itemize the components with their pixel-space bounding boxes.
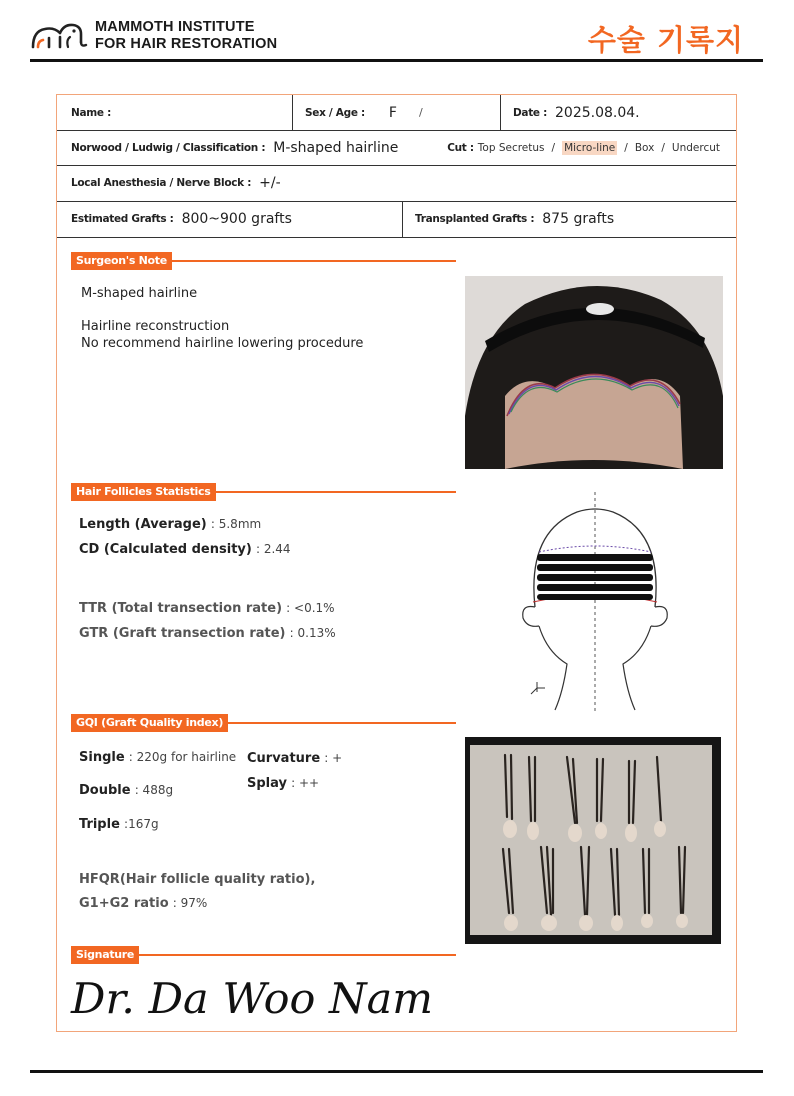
curvature-value: : + <box>324 751 343 765</box>
hfqr-label: HFQR(Hair follicle quality ratio), <box>79 872 316 887</box>
note-line-3: No recommend hairline lowering procedure <box>81 336 364 351</box>
cd-value: : 2.44 <box>255 542 291 556</box>
estimated-grafts-value[interactable]: 800~900 grafts <box>181 211 292 227</box>
triple-label: Triple <box>79 817 120 832</box>
double-value: : 488g <box>134 783 174 797</box>
cut-separator: / <box>551 141 556 154</box>
name-label: Name : <box>71 106 111 119</box>
date-field[interactable] <box>513 95 640 130</box>
cut-separator: / <box>624 141 628 154</box>
age-separator: / <box>418 106 423 119</box>
cut-options <box>447 130 720 165</box>
gtr-label: GTR (Graft transection rate) <box>79 626 286 641</box>
mammoth-logo-icon <box>30 20 88 50</box>
donor-area-head-diagram <box>517 492 677 714</box>
surgeons-note-title: Surgeon's Note <box>71 252 172 270</box>
anesthesia-value[interactable]: +/- <box>259 175 281 191</box>
anesthesia-field[interactable] <box>71 165 281 201</box>
note-line-1: M-shaped hairline <box>81 286 198 301</box>
transplanted-grafts-label: Transplanted Grafts : <box>415 213 535 225</box>
row-name-sex-date <box>57 95 736 131</box>
gqi-g1g2 <box>79 896 207 911</box>
single-value: : 220g for hairline <box>128 750 237 764</box>
date-label: Date : <box>513 106 547 119</box>
stat-gtr <box>79 626 336 641</box>
divider <box>402 201 403 237</box>
sex-value[interactable]: F <box>388 104 397 121</box>
gqi-title: GQI (Graft Quality index) <box>71 714 228 732</box>
cut-separator: / <box>661 141 665 154</box>
divider <box>500 95 501 130</box>
hairline-photo <box>465 276 723 469</box>
logo-line-2: FOR HAIR RESTORATION <box>95 36 278 52</box>
stat-cd <box>79 542 291 557</box>
classification-value[interactable]: M-shaped hairline <box>273 139 399 156</box>
signature-title: Signature <box>71 946 139 964</box>
classification-label: Norwood / Ludwig / Classification : <box>71 141 266 154</box>
g1g2-label: G1+G2 ratio <box>79 896 169 911</box>
ttr-value: : <0.1% <box>286 601 335 615</box>
gqi-hfqr <box>79 872 315 887</box>
estimated-grafts-label: Estimated Grafts : <box>71 213 174 225</box>
curvature-label: Curvature <box>247 751 321 766</box>
sex-age-field[interactable] <box>305 95 429 130</box>
stat-length <box>79 517 261 532</box>
cut-option-undercut[interactable]: Undercut <box>671 141 720 154</box>
gtr-value: : 0.13% <box>289 626 336 640</box>
record-form <box>56 94 737 1032</box>
divider <box>292 95 293 130</box>
statistics-title: Hair Follicles Statistics <box>71 483 216 501</box>
cut-label: Cut : <box>447 141 474 154</box>
cut-option-top-secretus[interactable]: Top Secretus <box>477 141 545 154</box>
length-label: Length (Average) <box>79 517 207 532</box>
estimated-grafts-field[interactable] <box>71 201 292 237</box>
note-line-2: Hairline reconstruction <box>81 319 230 334</box>
anesthesia-label: Local Anesthesia / Nerve Block : <box>71 177 252 189</box>
gqi-curvature <box>247 751 342 766</box>
splay-value: : ++ <box>291 776 320 790</box>
sex-age-label: Sex / Age : <box>305 106 365 119</box>
cut-option-micro-line-selected[interactable]: Micro-line <box>564 141 616 154</box>
signature-text: Dr. Da Woo Nam <box>69 974 434 1023</box>
row-grafts <box>57 201 736 238</box>
transplanted-grafts-value[interactable]: 875 grafts <box>542 211 615 227</box>
double-label: Double <box>79 783 131 798</box>
row-classification-cut <box>57 130 736 166</box>
gqi-single <box>79 750 236 765</box>
triple-value: :167g <box>124 817 159 831</box>
doctor-signature <box>69 967 449 1027</box>
classification-field[interactable] <box>71 130 398 165</box>
date-value[interactable]: 2025.08.04. <box>555 104 640 121</box>
institute-name <box>95 19 277 53</box>
transplanted-grafts-field[interactable] <box>415 201 614 237</box>
stat-ttr <box>79 601 335 616</box>
header-rule <box>30 59 763 62</box>
row-anesthesia <box>57 165 736 202</box>
cut-option-box[interactable]: Box <box>634 141 655 154</box>
graft-sample-photo <box>465 737 721 944</box>
gqi-double <box>79 783 173 798</box>
ttr-label: TTR (Total transection rate) <box>79 601 283 616</box>
document-title: 수술 기록지 <box>587 23 744 57</box>
gqi-splay <box>247 776 319 791</box>
cd-label: CD (Calculated density) <box>79 542 252 557</box>
splay-label: Splay <box>247 776 287 791</box>
gqi-triple <box>79 817 159 832</box>
length-value: : 5.8mm <box>210 517 262 531</box>
g1g2-value: : 97% <box>172 896 208 910</box>
single-label: Single <box>79 750 125 765</box>
logo-line-1: MAMMOTH INSTITUTE <box>95 19 255 35</box>
footer-rule <box>30 1070 763 1073</box>
name-field[interactable] <box>71 95 119 130</box>
